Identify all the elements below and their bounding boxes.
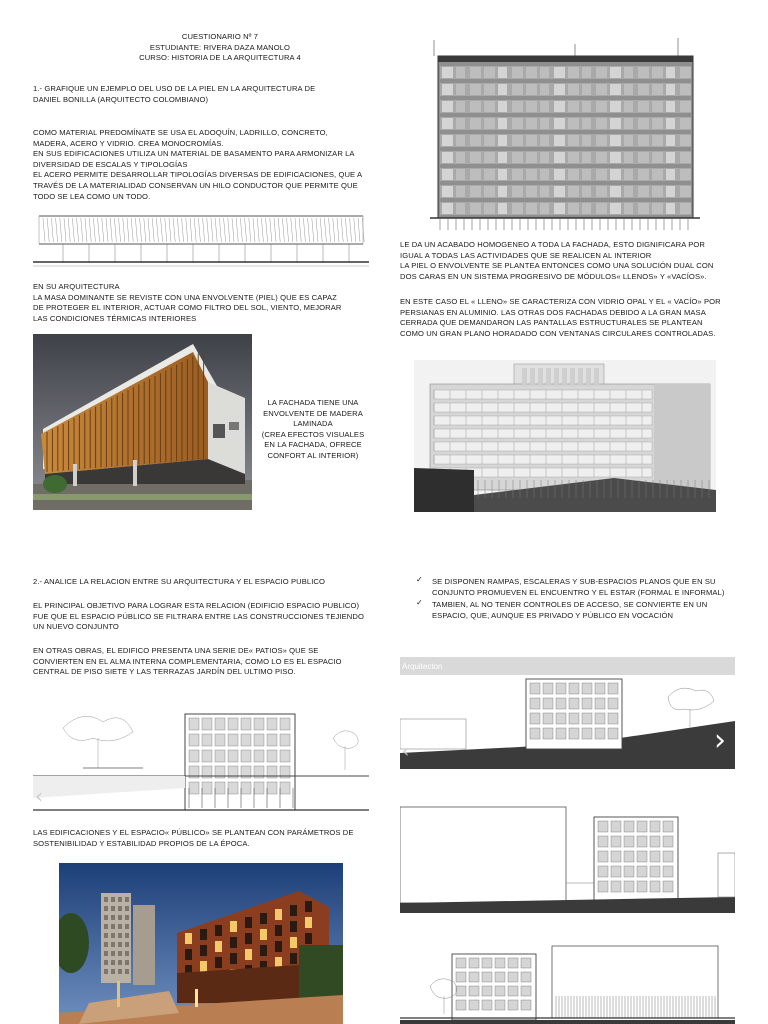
sustainability-paragraph: LAS EDIFICACIONES Y EL ESPACIO« PÚBLICO» SE PLANTEAN CON PARÁMETROS DE SOSTENIBILIDAD Y ESTABILIDAD PROPIOS DE LA ÉPOCA.: [33, 828, 354, 848]
building-render-grayscale: [414, 360, 716, 512]
questionnaire-number: CUESTIONARIO Nº 7: [181, 32, 259, 41]
chevron-left-icon[interactable]: ‹: [402, 741, 410, 762]
slideshow-section-drawing: [400, 657, 735, 769]
public-space-section-drawing: [33, 688, 369, 812]
wood-facade-building-photo: [33, 334, 252, 510]
header: [120, 32, 320, 64]
chevron-right-icon[interactable]: ›: [714, 723, 726, 758]
question-1-title: 1.- GRAFIQUE UN EJEMPLO DEL USO DE LA PIEL EN LA ARQUITECTURA DE DANIEL BONILLA (ARQUITECTO COLOMBIANO): [33, 84, 316, 104]
access-bullet: TAMBIEN, AL NO TENER CONTROLES DE ACCESO, SE CONVIERTE EN UN ESPACIO, QUE, AUNQUE ES PRIVADO Y PÚBLICO EN VOCACIÓN: [432, 600, 708, 620]
public-space-objective: EL PRINCIPAL OBJETIVO PARA LOGRAR ESTA RELACION (EDIFICIO ESPACIO PUBLICO) FUE QUE EL ESPACIO PÚBLICO SE FILTRARA ENTRE LAS CONSTRUCCIONES TEJIENDO UN NUEVO CONJUNTO: [33, 601, 364, 632]
check-icon: ✓: [416, 575, 423, 584]
facade-caption: LA FACHADA TIENE UNA ENVOLVENTE DE MADERA LAMINADA (CREA EFECTOS VISUALES EN LA FACHADA, OFRECE CONFORT AL INTERIOR): [261, 398, 365, 460]
patios-paragraph: EN OTRAS OBRAS, EL EDIFICO PRESENTA UNA SERIE DE« PATIOS» QUE SE CONVIERTEN EN EL ALMA INTERNA COMPLEMENTARIA, COMO LO ES EL ESPACIO CENTRAL DE PISO SIETE Y LAS TERRAZAS JARDÍN DEL ULTIMO PISO.: [33, 646, 342, 677]
full-empty-paragraph: EN ESTE CASO EL « LLENO» SE CARACTERIZA CON VIDRIO OPAL Y EL « VACÍO» POR PERSIANAS EN ALUMINIO. LAS OTRAS DOS FACHADAS DEBIDO A LA GRAN MASA CERRADA QUE DEMANDARON LAS PANTALLAS ESTRUCTURALES SE PLANTEAN COMO UN GRAN PLANO HORADADO CON VENTANAS CIRCULARES CONTROLADAS.: [400, 297, 721, 338]
ramps-bullet: SE DISPONEN RAMPAS, ESCALERAS Y SUB-ESPACIOS PLANOS QUE EN SU CONJUNTO PROMUEVEN EL ENCUENTRO Y EL ESTAR (FORMAL E INFORMAL): [432, 577, 725, 597]
section-drawing-two: [400, 803, 735, 913]
student-name: ESTUDIANTE: RIVERA DAZA MANOLO: [149, 42, 291, 52]
slide-label: Arquitecton: [402, 662, 443, 671]
building-elevation-drawing: [33, 212, 369, 270]
materials-paragraph: COMO MATERIAL PREDOMÍNATE SE USA EL ADOQUÍN, LADRILLO, CONCRETO, MADERA, ACERO Y VIDRIO. CREA MONOCROMÍAS. EN SUS EDIFICACIONES UTILIZA UN MATERIAL DE BASAMENTO PARA ARMONIZAR LA DIVERSIDAD DE ESCALAS Y TIPOLOGÍAS EL ACERO PERMITE DESARROLLAR TIPOLOGÍAS DIVERSAS DE EDIFICACIONES, QUE A TRAVÉS DE LA MATERIALIDAD CONSERVAN UN HILO CONDUCTOR QUE PERMITE QUE TODO SE LEA COMO UN TODO.: [33, 128, 363, 201]
brick-building-plaza-photo: [59, 863, 343, 1024]
course-name: CURSO: HISTORIA DE LA ARQUITECTURA 4: [139, 53, 301, 63]
facade-finish-paragraph: LE DA UN ACABADO HOMOGENEO A TODA LA FACHADA, ESTO DIGNIFICARA POR IGUAL A TODAS LAS ACTIVIDADES QUE SE REALICEN AL INTERIOR LA PIEL O ENVOLVENTE SE PLANTEA ENTONCES COMO UNA SOLUCIÓN DUAL CON DOS CARAS EN UN SISTEMA PROGRESIVO DE MÓDULOS« LLENOS» Y «VACÍOS».: [400, 240, 714, 281]
section-drawing-three: [400, 940, 735, 1024]
building-facade-elevation: [430, 36, 700, 232]
question-2-title: 2.- ANALICE LA RELACION ENTRE SU ARQUITECTURA Y EL ESPACIO PUBLICO: [33, 577, 326, 586]
chevron-left-icon: ‹: [35, 784, 43, 808]
check-icon: ✓: [416, 598, 423, 607]
envelope-paragraph: EN SU ARQUITECTURA LA MASA DOMINANTE SE REVISTE CON UNA ENVOLVENTE (PIEL) QUE ES CAPAZ DE PROTEGER EL INTERIOR, ACTUAR COMO FILTRO DEL SOL, VIENTO, MEJORAR LAS CONDICIONES TÉRMICAS INTERIORES: [33, 282, 342, 323]
